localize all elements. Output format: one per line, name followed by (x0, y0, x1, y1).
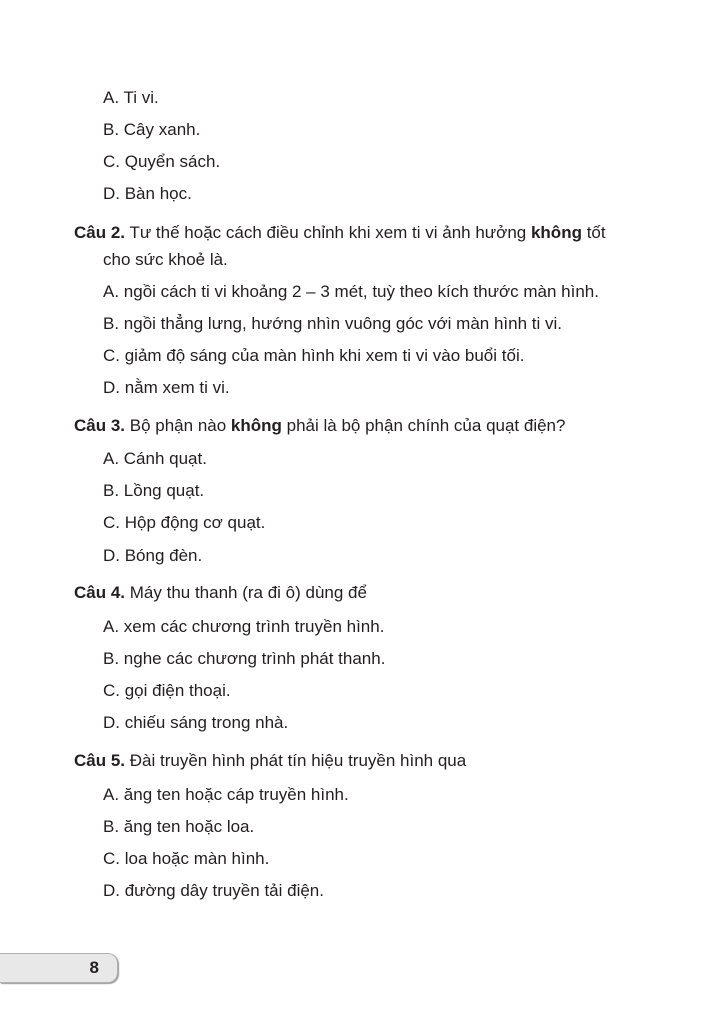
option: C. loa hoặc màn hình. (103, 849, 270, 868)
option: D. Bóng đèn. (103, 546, 203, 565)
option: B. Lồng quạt. (103, 481, 205, 500)
question-3 (74, 415, 565, 437)
question-text: Đài truyền hình phát tín hiệu truyền hình qua (125, 751, 467, 770)
question-text: Bộ phận nào (125, 416, 231, 435)
option: A. Cánh quạt. (103, 449, 207, 468)
option: D. đường dây truyền tải điện. (103, 881, 324, 900)
option: D. Bàn học. (103, 184, 192, 203)
page-number: 8 (89, 958, 99, 977)
emphasis: không (230, 416, 282, 435)
question-4 (74, 582, 367, 604)
question-5 (74, 750, 466, 772)
option: D. chiếu sáng trong nhà. (103, 713, 289, 732)
page-number-tab (0, 953, 118, 983)
option: A. xem các chương trình truyền hình. (103, 617, 385, 636)
option: B. Cây xanh. (103, 120, 201, 139)
option: C. Quyển sách. (103, 152, 221, 171)
option: B. ngồi thẳng lưng, hướng nhìn vuông góc với màn hình ti vi. (103, 314, 562, 333)
question-2 (74, 222, 606, 244)
option: C. giảm độ sáng của màn hình khi xem ti vi vào buổi tối. (103, 346, 525, 365)
question-label: Câu 3. (74, 416, 126, 435)
question-label: Câu 5. (74, 751, 126, 770)
option: C. Hộp động cơ quạt. (103, 513, 266, 532)
option: A. Ti vi. (103, 88, 159, 107)
question-label: Câu 4. (74, 583, 126, 602)
option: B. nghe các chương trình phát thanh. (103, 649, 386, 668)
option: C. gọi điện thoại. (103, 681, 231, 700)
question-label: Câu 2. (74, 223, 126, 242)
option: A. ăng ten hoặc cáp truyền hình. (103, 785, 349, 804)
option: B. ăng ten hoặc loa. (103, 817, 255, 836)
question-text: Máy thu thanh (ra đi ô) dùng để (125, 583, 367, 602)
question-text: Tư thế hoặc cách điều chỉnh khi xem ti vi ảnh hưởng (125, 223, 531, 242)
option: A. ngồi cách ti vi khoảng 2 – 3 mét, tuỳ theo kích thước màn hình. (103, 282, 599, 301)
question-text-continued: cho sức khoẻ là. (103, 250, 228, 269)
option: D. nằm xem ti vi. (103, 378, 230, 397)
emphasis: không (530, 223, 582, 242)
question-text: tốt (581, 223, 606, 242)
question-text: phải là bộ phận chính của quạt điện? (281, 416, 566, 435)
